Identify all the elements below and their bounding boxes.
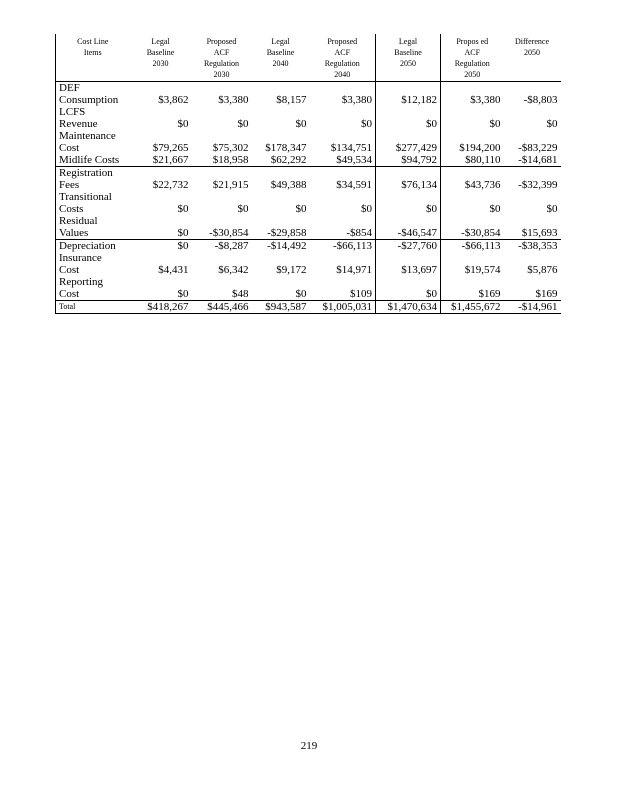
total-cell: $1,005,031 [310, 301, 376, 314]
table-cell: $169 [535, 288, 558, 300]
total-label: Total [56, 301, 130, 314]
table-cell: $0 [177, 288, 189, 300]
total-cell: $445,466 [192, 301, 252, 314]
row-label-line: Fees [59, 179, 80, 191]
table-cell: $43,736 [441, 167, 504, 192]
table-cell: $0 [295, 288, 307, 300]
table-cell: $15,693 [521, 227, 558, 239]
row-label-line: Consumption [59, 94, 119, 106]
table-cell: $0 [310, 106, 376, 130]
row-label [56, 215, 130, 240]
table-cell: $0 [130, 240, 192, 253]
row-label [56, 106, 130, 130]
table-cell: $8,157 [252, 82, 310, 107]
table-cell: $34,591 [310, 167, 376, 192]
table-cell: $0 [376, 191, 441, 215]
table-cell: $9,172 [276, 264, 307, 276]
table-cell: $21,915 [192, 167, 252, 192]
table-header-row [56, 34, 561, 82]
table-cell: $169 [478, 288, 501, 300]
header-cost-line-items: Cost Line Items [56, 34, 130, 82]
row-label-line: LCFS [59, 106, 86, 118]
table-cell: $18,958 [212, 154, 249, 166]
cost-comparison-table [55, 34, 561, 314]
table-cell: -$8,287 [192, 240, 252, 253]
table-cell: $19,574 [464, 264, 501, 276]
table-cell: $94,792 [376, 154, 441, 167]
table-cell: $13,697 [376, 252, 441, 276]
row-label [56, 82, 130, 107]
row-label-line: Depreciation [59, 240, 116, 252]
table-cell: $277,429 [376, 130, 441, 154]
header-legal-baseline-2040: Legal Baseline 2040 [266, 37, 295, 68]
table-row [56, 240, 561, 253]
table-cell: -$8,803 [504, 82, 561, 107]
row-label [56, 252, 130, 276]
header-proposed-acf-2050: Propos ed ACF Regulation 2050 [454, 37, 490, 79]
table-cell: $76,134 [376, 167, 441, 192]
table-cell: $79,265 [152, 142, 189, 154]
table-cell: $75,302 [212, 142, 249, 154]
table-cell: -$32,399 [504, 167, 561, 192]
table-cell: $49,534 [310, 154, 376, 167]
table-cell: $0 [177, 203, 189, 215]
total-cell: $1,470,634 [376, 301, 441, 314]
table-row [56, 252, 561, 276]
table-cell: $109 [310, 276, 376, 301]
row-label [56, 240, 130, 253]
table-cell: -$38,353 [504, 240, 561, 253]
total-row [56, 301, 561, 314]
table-cell: -$30,854 [461, 227, 501, 239]
row-label-line: Cost [59, 264, 80, 276]
table-cell: $0 [237, 203, 249, 215]
row-label-line: Cost [59, 288, 80, 300]
header-legal-baseline-2030: Legal Baseline 2030 [146, 37, 175, 68]
row-label-line: Reporting [59, 276, 103, 288]
table-cell: $49,388 [252, 167, 310, 192]
table-row [56, 167, 561, 192]
header-legal-baseline-2050: Legal Baseline 2050 [376, 34, 441, 82]
table-cell: -$854 [310, 215, 376, 240]
table-cell: $6,342 [218, 264, 249, 276]
total-cell: $1,455,672 [441, 301, 504, 314]
total-cell: $943,587 [252, 301, 310, 314]
table-cell: $0 [546, 203, 558, 215]
header-proposed-acf-2040: Proposed ACF Regulation 2040 [310, 34, 376, 82]
header-difference-2050: Difference 2050 [514, 37, 550, 57]
table-cell: $80,110 [465, 154, 501, 166]
row-label-line: Midlife Costs [59, 154, 120, 166]
table-cell: -$27,760 [376, 240, 441, 253]
row-label-line: Cost [59, 142, 80, 154]
table-cell: $3,862 [130, 82, 192, 107]
table-cell: $0 [177, 118, 189, 130]
table-row [56, 154, 561, 167]
table-cell: $0 [237, 118, 249, 130]
table-row [56, 82, 561, 107]
table-cell: $0 [376, 106, 441, 130]
table-row [56, 106, 561, 130]
table-cell: $0 [295, 118, 307, 130]
total-cell: $418,267 [130, 301, 192, 314]
table-cell: $14,971 [310, 252, 376, 276]
table-cell: -$46,547 [376, 215, 441, 240]
row-label-line: Costs [59, 203, 84, 215]
table-cell: $3,380 [310, 82, 376, 107]
page-number: 219 [300, 740, 318, 752]
row-label [56, 191, 130, 215]
table-cell: $134,751 [310, 130, 376, 154]
header-proposed-acf-2030: Proposed ACF Regulation 2030 [203, 37, 240, 79]
row-label [56, 154, 130, 167]
table-row [56, 130, 561, 154]
table-cell: -$30,854 [209, 227, 249, 239]
row-label-line: Residual [59, 215, 98, 227]
table-cell: $22,732 [130, 167, 192, 192]
table-cell: -$14,681 [518, 154, 558, 166]
table-cell: $0 [489, 203, 501, 215]
row-label [56, 276, 130, 301]
table-cell: $0 [295, 203, 307, 215]
table-cell: $21,667 [152, 154, 189, 166]
table-cell: $5,876 [527, 264, 558, 276]
row-label [56, 130, 130, 154]
table-cell: -$66,113 [441, 240, 504, 253]
table-cell: $0 [546, 118, 558, 130]
table-row [56, 215, 561, 240]
table-cell: -$83,229 [518, 142, 558, 154]
table-row [56, 276, 561, 301]
row-label-line: Values [59, 227, 89, 239]
row-label-line: Revenue [59, 118, 98, 130]
row-label-line: Insurance [59, 252, 102, 264]
table-cell: $12,182 [376, 82, 441, 107]
table-cell: $3,380 [192, 82, 252, 107]
table-cell: $0 [376, 276, 441, 301]
total-cell: -$14,961 [504, 301, 561, 314]
row-label [56, 167, 130, 192]
table-cell: -$29,858 [267, 227, 307, 239]
table-cell: $0 [489, 118, 501, 130]
table-cell: $194,200 [459, 142, 501, 154]
table-cell: $62,292 [270, 154, 307, 166]
table-cell: $4,431 [158, 264, 189, 276]
table-cell: $3,380 [441, 82, 504, 107]
table-cell: $178,347 [265, 142, 307, 154]
table-row [56, 191, 561, 215]
row-label-line: DEF [59, 82, 80, 94]
row-label-line: Transitional [59, 191, 112, 203]
table-cell: $48 [232, 288, 249, 300]
table-cell: $0 [177, 227, 189, 239]
row-label-line: Registration [59, 167, 113, 179]
row-label-line: Maintenance [59, 130, 116, 142]
table-cell: -$66,113 [310, 240, 376, 253]
table-cell: $0 [310, 191, 376, 215]
table-cell: -$14,492 [252, 240, 310, 253]
